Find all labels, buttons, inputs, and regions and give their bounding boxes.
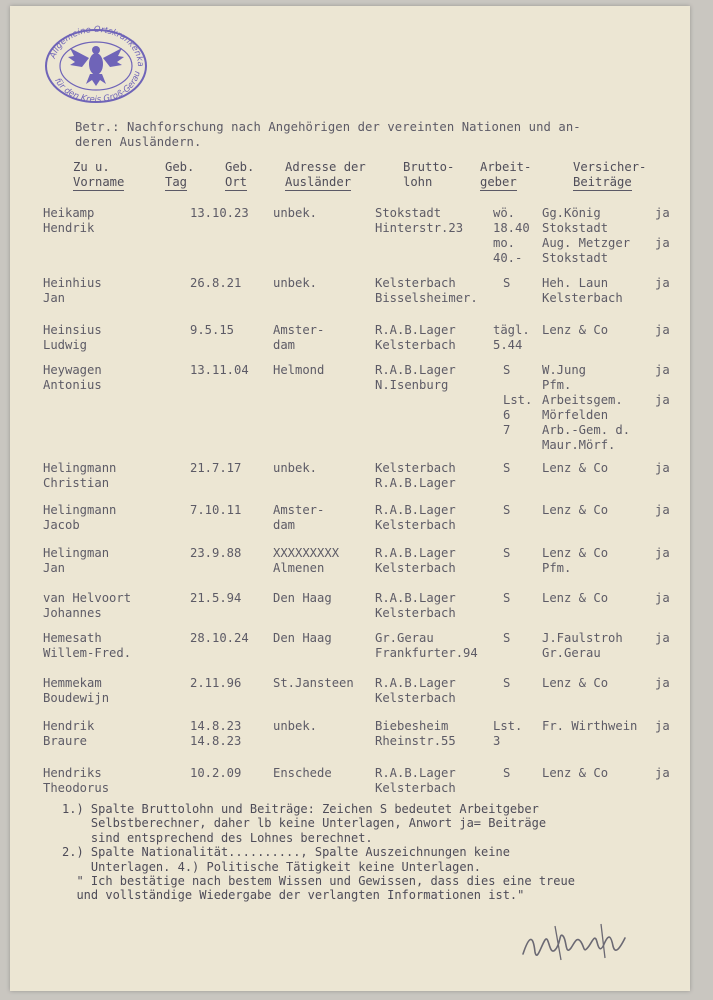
row-4-wage-1: S [503,363,511,377]
row-9-name-1: Hemesath [43,631,102,645]
row-7-address-1: R.A.B.Lager [375,546,456,560]
row-8-birth-date: 21.5.94 [190,591,242,605]
row-11-name-2: Braure [43,734,88,748]
row-3-name-1: Heinsius [43,323,102,337]
row-9-address-1: Gr.Gerau [375,631,434,645]
row-2-name-2: Jan [43,291,66,305]
row-3-birth-date: 9.5.15 [190,323,235,337]
row-6-wage-1: S [503,503,511,517]
header-address-2: Ausländer [285,175,352,189]
row-2-ins-1: ja [655,276,670,290]
note-1-line-1: 1.) Spalte Bruttolohn und Beiträge: Zeichen S bedeutet Arbeitgeber [62,802,539,816]
row-6-address-2: Kelsterbach [375,518,456,532]
subject-line-1: Betr.: Nachforschung nach Angehörigen der vereinten Nationen und an- [75,120,581,134]
row-4-ins-1: ja [655,363,670,377]
row-2-address-2: Bisselsheimer. [375,291,478,305]
office-stamp [40,24,152,104]
row-4-employer-1: W.Jung [542,363,587,377]
row-1-employer-4: Stokstadt [542,251,609,265]
row-11-wage-1: Lst. [493,719,523,733]
row-4-address-1: R.A.B.Lager [375,363,456,377]
row-2-place-1: unbek. [273,276,318,290]
row-10-address-1: R.A.B.Lager [375,676,456,690]
row-11-wage-2: 3 [493,734,501,748]
row-4-ins-3: ja [655,393,670,407]
row-10-employer-1: Lenz & Co [542,676,609,690]
row-11-birth-date: 14.8.23 14.8.23 [190,719,242,748]
header-birth-day-2: Tag [165,175,188,189]
row-12-address-1: R.A.B.Lager [375,766,456,780]
row-3-wage-1: tägl. [493,323,530,337]
row-4-birth-date: 13.11.04 [190,363,249,377]
row-6-place-2: dam [273,518,296,532]
row-3-wage-2: 5.44 [493,338,523,352]
header-employer-2: geber [480,175,517,189]
row-6-birth-date: 7.10.11 [190,503,242,517]
eagle-emblem-icon [40,24,152,104]
row-10-name-1: Hemmekam [43,676,102,690]
row-7-place-1: XXXXXXXXX [273,546,340,560]
header-birth-place-1: Geb. [225,160,255,174]
row-9-wage-1: S [503,631,511,645]
row-5-address-2: R.A.B.Lager [375,476,456,490]
row-4-wage-3: Lst. [503,393,533,407]
row-1-address-2: Hinterstr.23 [375,221,464,235]
row-1-wage-1: wö. [493,206,516,220]
row-7-address-2: Kelsterbach [375,561,456,575]
row-10-place-1: St.Jansteen [273,676,354,690]
row-11-name-1: Hendrik [43,719,95,733]
row-4-employer-6: Maur.Mörf. [542,438,616,452]
row-2-name-1: Heinhius [43,276,102,290]
row-4-employer-4: Mörfelden [542,408,609,422]
row-4-address-2: N.Isenburg [375,378,449,392]
row-7-wage-1: S [503,546,511,560]
row-7-employer-2: Pfm. [542,561,572,575]
row-12-ins-1: ja [655,766,670,780]
row-4-employer-2: Pfm. [542,378,572,392]
row-1-wage-3: mo. [493,236,516,250]
row-7-name-2: Jan [43,561,66,575]
header-employer-1: Arbeit- [480,160,532,174]
row-5-ins-1: ja [655,461,670,475]
row-4-employer-3: Arbeitsgem. [542,393,623,407]
header-birth-day-1: Geb. [165,160,195,174]
row-5-birth-date: 21.7.17 [190,461,242,475]
row-1-employer-2: Stokstadt [542,221,609,235]
row-2-wage-1: S [503,276,511,290]
row-10-birth-date: 2.11.96 [190,676,242,690]
row-9-employer-1: J.Faulstroh [542,631,623,645]
row-8-address-1: R.A.B.Lager [375,591,456,605]
row-2-employer-1: Heh. Laun [542,276,609,290]
row-9-ins-1: ja [655,631,670,645]
row-12-wage-1: S [503,766,511,780]
row-1-place-1: unbek. [273,206,318,220]
document-page [10,6,690,991]
row-11-address-1: Biebesheim [375,719,449,733]
row-1-ins-3: ja [655,236,670,250]
note-3-line-2: und vollständige Wiedergabe der verlangten Informationen ist." [62,888,525,903]
header-name-1: Zu u. [73,160,110,174]
row-12-birth-date: 10.2.09 [190,766,242,780]
row-9-address-2: Frankfurter.94 [375,646,478,660]
row-5-name-2: Christian [43,476,110,490]
subject-line-2: deren Ausländern. [75,135,202,149]
header-insurance-2: Beiträge [573,175,632,189]
row-1-name-2: Hendrik [43,221,95,235]
row-2-birth-date: 26.8.21 [190,276,242,290]
row-1-ins-1: ja [655,206,670,220]
row-3-ins-1: ja [655,323,670,337]
row-4-name-1: Heywagen [43,363,102,377]
row-7-place-2: Almenen [273,561,325,575]
row-3-address-2: Kelsterbach [375,338,456,352]
signature [515,906,635,976]
row-8-name-2: Johannes [43,606,102,620]
stamp-text-bottom: für den Kreis Groß-Gerau [52,70,143,104]
row-7-name-1: Helingman [43,546,110,560]
header-insurance-1: Versicher- [573,160,647,174]
note-3-line-1: " Ich bestätige nach bestem Wissen und Gewissen, dass dies eine treue [62,874,575,889]
header-wage-2: lohn [403,175,433,189]
header-wage-1: Brutto- [403,160,455,174]
row-8-name-1: van Helvoort [43,591,132,605]
row-6-ins-1: ja [655,503,670,517]
note-1-line-2: Selbstberechner, daher lb keine Unterlagen, Anwort ja= Beiträge [62,816,547,831]
row-7-birth-date: 23.9.88 [190,546,242,560]
row-11-employer-1: Fr. Wirthwein [542,719,638,733]
row-2-employer-2: Kelsterbach [542,291,623,305]
row-8-place-1: Den Haag [273,591,332,605]
row-6-address-1: R.A.B.Lager [375,503,456,517]
row-5-employer-1: Lenz & Co [542,461,609,475]
row-1-wage-2: 18.40 [493,221,530,235]
row-10-ins-1: ja [655,676,670,690]
row-12-address-2: Kelsterbach [375,781,456,795]
row-5-place-1: unbek. [273,461,318,475]
row-10-address-2: Kelsterbach [375,691,456,705]
row-4-place-1: Helmond [273,363,325,377]
row-6-employer-1: Lenz & Co [542,503,609,517]
row-7-ins-1: ja [655,546,670,560]
row-8-employer-1: Lenz & Co [542,591,609,605]
row-3-employer-1: Lenz & Co [542,323,609,337]
header-address-1: Adresse der [285,160,366,174]
row-10-name-2: Boudewijn [43,691,110,705]
row-3-place-2: dam [273,338,296,352]
row-6-name-2: Jacob [43,518,80,532]
row-6-name-1: Helingmann [43,503,117,517]
note-2-line-2: Unterlagen. 4.) Politische Tätigkeit keine Unterlagen. [62,859,482,874]
row-4-wage-4: 6 [503,408,511,422]
row-1-wage-4: 40.- [493,251,523,265]
header-birth-place-2: Ort [225,175,248,189]
row-1-employer-1: Gg.König [542,206,601,220]
row-5-name-1: Helingmann [43,461,117,475]
row-7-employer-1: Lenz & Co [542,546,609,560]
row-12-name-2: Theodorus [43,781,110,795]
row-1-birth-date: 13.10.23 [190,206,249,220]
row-9-name-2: Willem-Fred. [43,646,132,660]
row-9-place-1: Den Haag [273,631,332,645]
row-8-ins-1: ja [655,591,670,605]
footnotes [62,802,682,903]
row-12-employer-1: Lenz & Co [542,766,609,780]
row-1-address-1: Stokstadt [375,206,442,220]
row-2-address-1: Kelsterbach [375,276,456,290]
row-5-wage-1: S [503,461,511,475]
note-2-line-1: 2.) Spalte Nationalität.........., Spalte Auszeichnungen keine [62,845,510,860]
row-8-wage-1: S [503,591,511,605]
row-3-place-1: Amster- [273,323,325,337]
row-11-ins-1: ja [655,719,670,733]
row-3-name-2: Ludwig [43,338,88,352]
row-4-wage-5: 7 [503,423,511,437]
row-11-place-1: unbek. [273,719,318,733]
row-9-employer-2: Gr.Gerau [542,646,601,660]
row-4-employer-5: Arb.-Gem. d. [542,423,631,437]
row-11-address-2: Rheinstr.55 [375,734,456,748]
row-6-place-1: Amster- [273,503,325,517]
row-3-address-1: R.A.B.Lager [375,323,456,337]
header-name-2: Vorname [73,175,125,189]
row-9-birth-date: 28.10.24 [190,631,249,645]
row-1-employer-3: Aug. Metzger [542,236,631,250]
stamp-text-top: Allgemeine Ortskrankenka [48,24,146,68]
note-1-line-3: sind entsprechend des Lohnes berechnet. [62,830,373,845]
row-5-address-1: Kelsterbach [375,461,456,475]
row-8-address-2: Kelsterbach [375,606,456,620]
row-4-name-2: Antonius [43,378,102,392]
row-12-place-1: Enschede [273,766,332,780]
row-1-name-1: Heikamp [43,206,95,220]
handwritten-signature-icon [515,906,635,976]
row-12-name-1: Hendriks [43,766,102,780]
row-10-wage-1: S [503,676,511,690]
